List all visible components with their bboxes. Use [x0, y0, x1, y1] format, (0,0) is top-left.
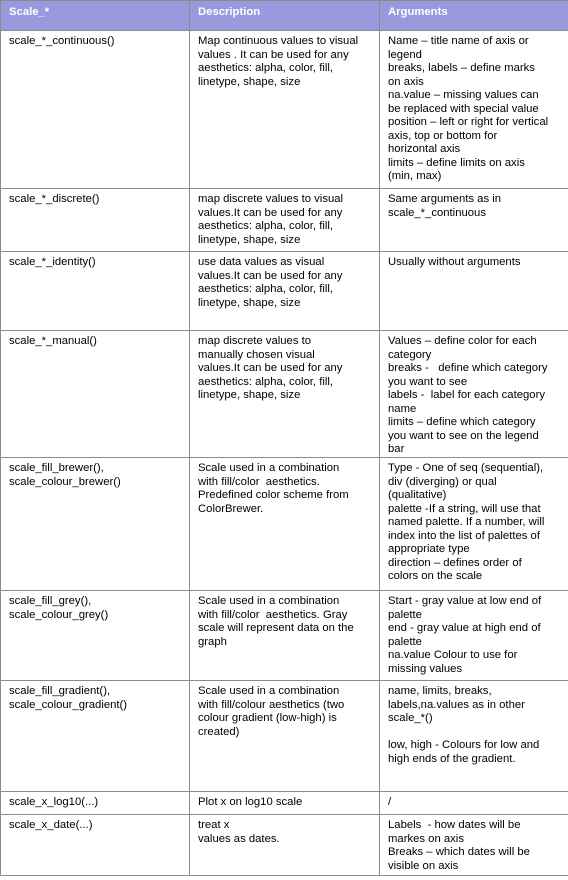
cell-text-line: Usually without arguments: [388, 256, 521, 268]
cell-text-line: palette -If a string, will use that: [388, 502, 541, 515]
cell-text-line: (min, max): [388, 170, 442, 182]
cell-text-line: Breaks – which dates will be: [388, 846, 530, 858]
arguments-cell: [380, 189, 568, 252]
cell-text-line: values.It can be used for any: [198, 269, 343, 282]
table-row: [1, 792, 568, 815]
header-scale: Scale_*: [1, 1, 190, 31]
scale-name-cell: [1, 31, 190, 189]
cell-text-line: Name – title name of axis or: [388, 35, 529, 47]
cell-text-line: Scale used in a combination: [198, 462, 340, 474]
cell-text-line: map discrete values to visual: [198, 193, 344, 205]
cell-text-line: div (diverging) or qual: [388, 475, 497, 488]
cell-text-line: values . It can be used for any: [198, 48, 349, 61]
cell-text-line: colour gradient (low-high) is: [198, 712, 337, 724]
cell-text-line: Scale used in a combination: [198, 685, 340, 697]
scale-name-cell: [1, 189, 190, 252]
cell-text-line: Start - gray value at low end of: [388, 595, 542, 607]
scale-name-cell: [1, 792, 190, 815]
description-cell: [190, 331, 380, 458]
arguments-cell: [380, 458, 568, 591]
table-row: [1, 681, 568, 792]
arguments-cell: [380, 591, 568, 681]
header-description: Description: [190, 1, 380, 31]
cell-text-line: name, limits, breaks,: [388, 685, 492, 697]
cell-text-line: with fill/color aesthetics.: [198, 475, 320, 488]
cell-text-line: Map continuous values to visual: [198, 35, 359, 47]
cell-text-line: scale_*_identity(): [9, 256, 96, 268]
cell-text-line: use data values as visual: [198, 256, 325, 268]
arguments-cell: [380, 31, 568, 189]
scale-name-cell: [1, 591, 190, 681]
cell-text-line: linetype, shape, size: [198, 389, 301, 401]
table-body: [1, 31, 568, 876]
table-row: [1, 331, 568, 458]
description-cell: [190, 252, 380, 331]
cell-text-line: scale_colour_grey(): [9, 608, 109, 621]
cell-text-line: with fill/colour aesthetics (two: [198, 698, 345, 711]
cell-text-line: aesthetics: alpha, color, fill,: [198, 220, 334, 232]
cell-text-line: named palette. If a number, will: [388, 516, 545, 528]
description-cell: [190, 792, 380, 815]
cell-text-line: direction – defines order of: [388, 556, 522, 569]
cell-text-line: linetype, shape, size: [198, 296, 301, 309]
cell-text-line: scale_*(): [388, 712, 433, 724]
arguments-cell: [380, 792, 568, 815]
description-cell: [190, 815, 380, 876]
arguments-cell: [380, 331, 568, 458]
description-cell: [190, 31, 380, 189]
table-row: [1, 815, 568, 876]
cell-text-line: scale_x_log10(...): [9, 796, 99, 808]
cell-text-line: limits – define which category: [388, 416, 536, 428]
cell-text-line: scale_fill_brewer(),: [9, 462, 104, 474]
cell-text-line: markes on axis: [388, 832, 464, 845]
cell-text-line: scale_*_continuous: [388, 206, 486, 219]
description-cell: [190, 189, 380, 252]
cell-text-line: colors on the scale: [388, 570, 483, 582]
cell-text-line: na.value Colour to use for: [388, 649, 518, 661]
cell-text-line: treat x: [198, 819, 230, 831]
cell-text-line: end - gray value at high end of: [388, 622, 541, 634]
table-row: [1, 31, 568, 189]
cell-text-line: Labels - how dates will be: [388, 819, 521, 831]
scale-name-cell: [1, 815, 190, 876]
cell-text-line: on axis: [388, 75, 424, 88]
cell-text-line: Same arguments as in: [388, 193, 502, 205]
cell-text-line: values as dates.: [198, 832, 280, 845]
cell-text-line: be replaced with special value: [388, 102, 539, 115]
cell-text-line: scale will represent data on the: [198, 622, 354, 634]
cell-text-line: scale_x_date(...): [9, 819, 93, 831]
cell-text-line: graph: [198, 635, 227, 648]
cell-text-line: you want to see: [388, 375, 468, 388]
table-row: [1, 591, 568, 681]
cell-text-line: palette: [388, 608, 422, 621]
cell-text-line: scale_colour_brewer(): [9, 475, 121, 488]
cell-text-line: Scale used in a combination: [198, 595, 340, 607]
arguments-cell: [380, 681, 568, 792]
cell-text-line: index into the list of palettes of: [388, 529, 540, 542]
cell-text-line: linetype, shape, size: [198, 233, 301, 246]
table-header: [1, 1, 568, 31]
cell-text-line: legend: [388, 48, 422, 61]
cell-text-line: scale_*_discrete(): [9, 193, 100, 205]
cell-text-line: you want to see on the legend: [388, 429, 539, 442]
cell-text-line: breaks - define which category: [388, 362, 548, 374]
table-row: [1, 189, 568, 252]
cell-text-line: with fill/color aesthetics. Gray: [198, 608, 348, 621]
cell-text-line: aesthetics: alpha, color, fill,: [198, 283, 334, 295]
cell-text-line: Values – define color for each: [388, 335, 537, 347]
cell-text-line: category: [388, 348, 432, 361]
cell-text-line: map discrete values to: [198, 335, 312, 347]
header-arguments: Arguments: [380, 1, 568, 31]
cell-text-line: limits – define limits on axis: [388, 156, 525, 169]
description-cell: [190, 458, 380, 591]
cell-text-line: labels - label for each category: [388, 389, 545, 401]
cell-text-line: low, high - Colours for low and: [388, 739, 540, 751]
cell-text-line: (qualitative): [388, 489, 447, 501]
cell-text-line: visible on axis: [388, 859, 459, 872]
cell-text-line: na.value – missing values can: [388, 89, 539, 101]
cell-text-line: values.It can be used for any: [198, 362, 343, 374]
cell-text-line: appropriate type: [388, 543, 470, 555]
cell-text-line: scale_fill_gradient(),: [9, 685, 111, 697]
description-cell: [190, 681, 380, 792]
cell-text-line: scale_*_continuous(): [9, 35, 115, 47]
cell-text-line: manually chosen visual: [198, 348, 315, 361]
cell-text-line: palette: [388, 635, 422, 648]
arguments-cell: [380, 252, 568, 331]
cell-text-line: linetype, shape, size: [198, 75, 301, 88]
cell-text-line: values.It can be used for any: [198, 206, 343, 219]
table-row: [1, 252, 568, 331]
cell-text-line: created): [198, 725, 240, 738]
cell-text-line: /: [388, 796, 392, 808]
cell-text-line: bar: [388, 443, 405, 455]
cell-text-line: scale_colour_gradient(): [9, 698, 128, 711]
scale-name-cell: [1, 681, 190, 792]
cell-text-line: name: [388, 402, 417, 415]
cell-text-line: Plot x on log10 scale: [198, 796, 303, 808]
cell-text-line: position – left or right for vertical: [388, 116, 549, 128]
cell-text-line: scale_*_manual(): [9, 335, 97, 347]
description-cell: [190, 591, 380, 681]
cell-text-line: aesthetics: alpha, color, fill,: [198, 62, 334, 74]
cell-text-line: ColorBrewer.: [198, 502, 264, 515]
cell-text-line: scale_fill_grey(),: [9, 595, 92, 607]
cell-text-line: aesthetics: alpha, color, fill,: [198, 375, 334, 388]
scale-name-cell: [1, 331, 190, 458]
cell-text-line: labels,na.values as in other: [388, 698, 525, 711]
cell-text-line: Type - One of seq (sequential),: [388, 462, 544, 474]
cell-text-line: high ends of the gradient.: [388, 752, 516, 765]
cell-text-line: breaks, labels – define marks: [388, 62, 535, 74]
cell-text-line: Predefined color scheme from: [198, 489, 349, 501]
table-row: [1, 458, 568, 591]
scale-name-cell: [1, 252, 190, 331]
cell-text-line: horizontal axis: [388, 143, 461, 155]
cell-text-line: missing values: [388, 662, 463, 675]
header-row: [1, 1, 568, 31]
cell-text-line: axis, top or bottom for: [388, 129, 498, 142]
arguments-cell: [380, 815, 568, 876]
scale-name-cell: [1, 458, 190, 591]
cell-text-line: [388, 726, 560, 740]
